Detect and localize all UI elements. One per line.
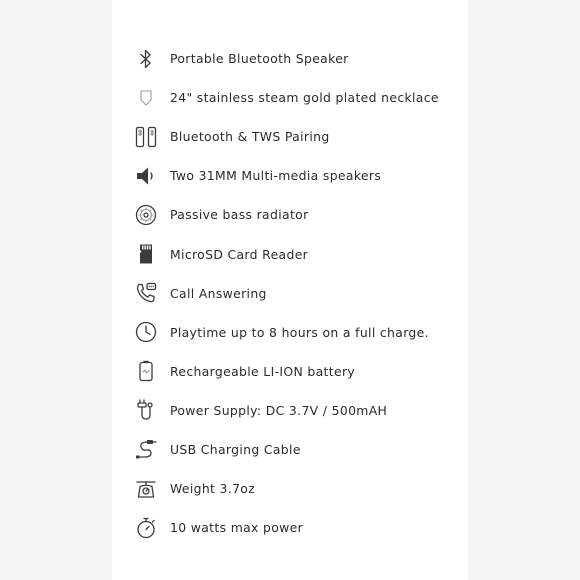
microsd-card-icon: [134, 242, 158, 266]
list-item: [112, 117, 468, 156]
feature-list: [112, 39, 468, 547]
list-item: [112, 352, 468, 391]
feature-label: Portable Bluetooth Speaker: [170, 51, 349, 67]
tws-pairing-icon: [134, 125, 158, 149]
battery-icon: [134, 359, 158, 383]
feature-label: Rechargeable LI-ION battery: [170, 363, 356, 379]
power-supply-icon: [134, 398, 158, 422]
feature-label: MicroSD Card Reader: [170, 246, 309, 262]
list-item: [112, 430, 468, 469]
call-answering-icon: [134, 281, 158, 305]
feature-label: Weight 3.7oz: [170, 481, 256, 497]
feature-label: USB Charging Cable: [170, 441, 301, 457]
list-item: [112, 39, 468, 78]
list-item: [112, 156, 468, 195]
feature-label: Power Supply: DC 3.7V / 500mAH: [170, 402, 388, 418]
stopwatch-icon: [134, 516, 158, 540]
bluetooth-icon: [134, 47, 158, 71]
list-item: [112, 469, 468, 508]
list-item: [112, 78, 468, 117]
list-item: [112, 234, 468, 273]
feature-card: [112, 0, 468, 580]
list-item: [112, 313, 468, 352]
list-item: [112, 274, 468, 313]
usb-cable-icon: [134, 437, 158, 461]
list-item: [112, 195, 468, 234]
clock-icon: [134, 320, 158, 344]
speaker-icon: [134, 164, 158, 188]
bass-radiator-icon: [134, 203, 158, 227]
feature-label: 24" stainless steam gold plated necklace: [170, 90, 439, 106]
feature-label: Call Answering: [170, 285, 267, 301]
list-item: [112, 391, 468, 430]
feature-label: Passive bass radiator: [170, 207, 309, 223]
feature-label: Two 31MM Multi-media speakers: [170, 168, 382, 184]
feature-label: Bluetooth & TWS Pairing: [170, 129, 330, 145]
feature-label: 10 watts max power: [170, 520, 304, 536]
weight-scale-icon: [134, 477, 158, 501]
necklace-icon: [134, 86, 158, 110]
list-item: [112, 508, 468, 547]
feature-label: Playtime up to 8 hours on a full charge.: [170, 324, 429, 340]
